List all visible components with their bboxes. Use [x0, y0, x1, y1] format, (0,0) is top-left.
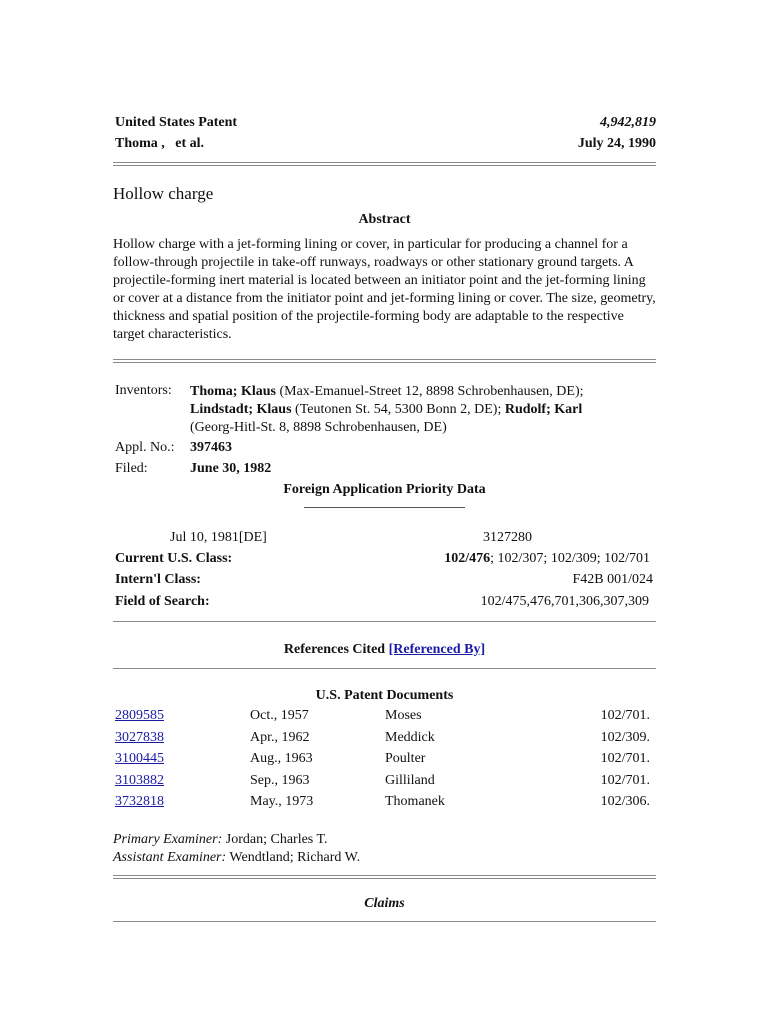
- inventor-name: Rudolf; Karl: [504, 402, 583, 417]
- ref-name: Poulter: [385, 751, 426, 766]
- page-title: Hollow charge: [113, 184, 214, 203]
- ref-name: Thomanek: [385, 794, 445, 809]
- inventor-address: (Georg-Hitl-St. 8, 8898 Schrobenhausen, DE): [190, 420, 447, 435]
- field-of-search-label: Field of Search:: [115, 594, 210, 609]
- appl-label: Appl. No.:: [115, 440, 175, 455]
- claims-heading: Claims: [364, 896, 405, 911]
- table-row: [113, 773, 656, 793]
- ref-date: May., 1973: [250, 794, 314, 809]
- foreign-priority-date: Jul 10, 1981[DE]: [170, 530, 267, 545]
- ref-class: 102/309.: [600, 730, 650, 745]
- abstract-heading: Abstract: [358, 212, 411, 227]
- patent-link[interactable]: 3732818: [115, 794, 164, 809]
- divider: [113, 668, 656, 669]
- foreign-priority-underline: [304, 507, 465, 508]
- ref-class: 102/701.: [600, 773, 650, 788]
- current-class-primary: 102/476: [444, 551, 491, 566]
- inventors-label: Inventors:: [115, 383, 172, 398]
- intl-class-label: Intern'l Class:: [115, 572, 201, 587]
- patent-link[interactable]: 3027838: [115, 730, 164, 745]
- foreign-priority-heading: Foreign Application Priority Data: [283, 482, 486, 497]
- field-of-search-value: 102/475,476,701,306,307,309: [480, 594, 649, 609]
- primary-examiner-label: Primary Examiner:: [113, 832, 223, 847]
- assistant-examiner: [113, 850, 360, 866]
- divider: [113, 359, 656, 363]
- inventor-address: (Max-Emanuel-Street 12, 8898 Schrobenhausen, DE);: [275, 384, 584, 399]
- patent-date: July 24, 1990: [577, 136, 656, 151]
- inventor-short: Thoma , et al.: [115, 136, 205, 151]
- ref-class: 102/701.: [600, 751, 650, 766]
- table-row: [113, 708, 656, 728]
- divider: [113, 162, 656, 166]
- ref-date: Sep., 1963: [250, 773, 310, 788]
- foreign-priority-number: 3127280: [483, 530, 532, 545]
- us-patent-docs-heading: U.S. Patent Documents: [315, 688, 454, 703]
- patent-link[interactable]: 3100445: [115, 751, 164, 766]
- references-heading: References Cited: [283, 642, 386, 657]
- table-row: [113, 730, 656, 750]
- divider: [113, 921, 656, 922]
- ref-class: 102/701.: [600, 708, 650, 723]
- ref-date: Aug., 1963: [250, 751, 313, 766]
- divider: [113, 875, 656, 879]
- inventors-list: [190, 383, 660, 437]
- references-heading-line: [113, 642, 656, 658]
- ref-name: Meddick: [385, 730, 435, 745]
- ref-date: Oct., 1957: [250, 708, 309, 723]
- ref-date: Apr., 1962: [250, 730, 310, 745]
- patent-link[interactable]: 3103882: [115, 773, 164, 788]
- primary-examiner-name: Jordan; Charles T.: [222, 832, 328, 847]
- assistant-examiner-name: Wendtland; Richard W.: [226, 850, 361, 865]
- table-row: [113, 794, 656, 814]
- current-class-label: Current U.S. Class:: [115, 551, 233, 566]
- ref-class: 102/306.: [600, 794, 650, 809]
- intl-class-value: F42B 001/024: [572, 572, 653, 587]
- assistant-examiner-label: Assistant Examiner:: [113, 850, 227, 865]
- inventor-name: Thoma; Klaus: [190, 384, 276, 399]
- patent-link[interactable]: 2809585: [115, 708, 164, 723]
- current-class-rest: ; 102/307; 102/309; 102/701: [490, 551, 650, 566]
- ref-name: Gilliland: [385, 773, 435, 788]
- primary-examiner: [113, 832, 328, 848]
- abstract-text: Hollow charge with a jet-forming lining or cover, in particular for producing a channel for a follow-through projectile in take-off runways, roadways or other stationary ground targets. A projectile-forming inert material is located between an initiator point and the jet-forming lining or cover at a distance from the initiator point and jet-forming lining or cover. The size, geometry, thickness and spatial position of the projectile-forming body are adaptable to the respective target characteristics.: [113, 237, 656, 342]
- divider: [113, 621, 656, 622]
- current-class-value: [444, 551, 650, 567]
- referenced-by-link[interactable]: [Referenced By]: [388, 642, 486, 657]
- filed-label: Filed:: [115, 461, 148, 476]
- patent-number: 4,942,819: [600, 115, 656, 130]
- inventor-address: (Teutonen St. 54, 5300 Bonn 2, DE);: [291, 402, 502, 417]
- country-label: United States Patent: [115, 115, 238, 130]
- appl-number: 397463: [190, 440, 232, 455]
- inventor-name: Lindstadt; Klaus: [190, 402, 292, 417]
- filed-date: June 30, 1982: [190, 461, 272, 476]
- table-row: [113, 751, 656, 771]
- ref-name: Moses: [385, 708, 422, 723]
